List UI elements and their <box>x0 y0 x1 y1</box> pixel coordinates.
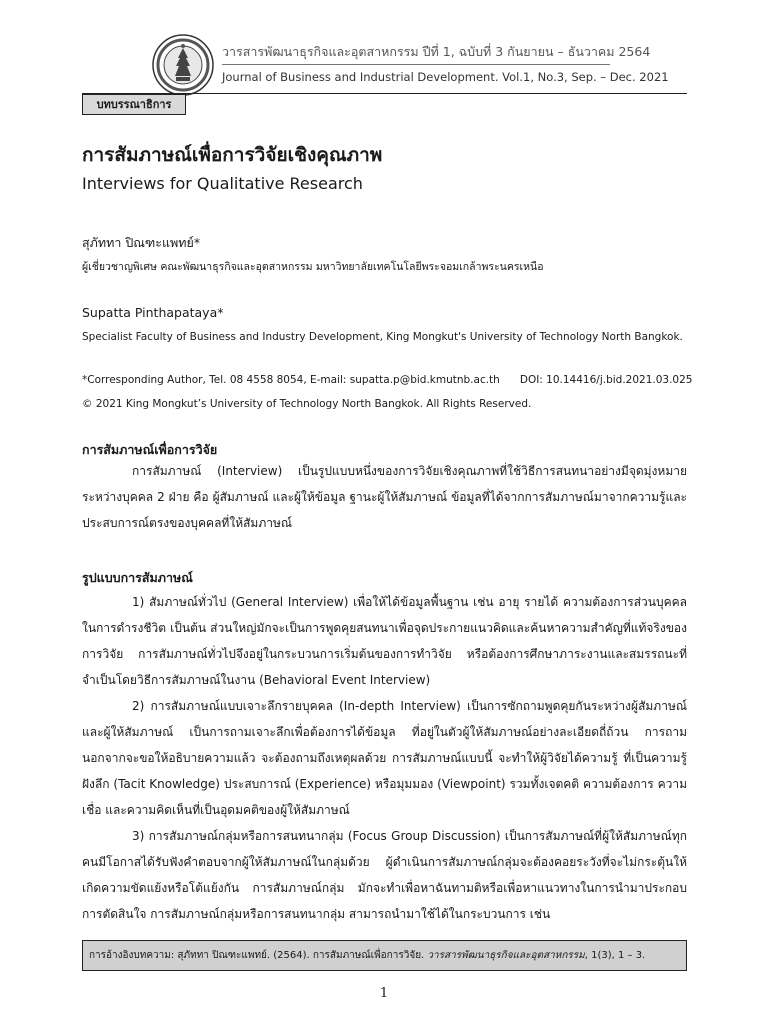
citation-box <box>82 940 687 971</box>
paragraph-intro-text: การสัมภาษณ์ (Interview) เป็นรูปแบบหนึ่งของการวิจัยเชิงคุณภาพที่ใช้วิธีการสนทนาอย่างมีจุดมุ่งหมายระหว่างบุคคล 2 ฝ่าย คือ ผู้สัมภาษณ์ และผู้ให้ข้อมูล ฐานะผู้ให้สัมภาษณ์ ข้อมูลที่ได้จากการสัมภาษณ์มาจากความรู้และประสบการณ์ตรงของบุคคลที่ให้สัมภาษณ์ <box>82 464 687 530</box>
university-seal-logo <box>152 34 214 96</box>
author-name-thai: สุภัททา ปิณฑะแพทย์* <box>82 235 201 250</box>
list-item-text: 1) สัมภาษณ์ทั่วไป (General Interview) เพื่อให้ได้ข้อมูลพื้นฐาน เช่น อายุ รายได้ ความต้องการส่วนบุคคลในการดำรงชีวิต เป็นต้น ส่วนใหญ่มักจะเป็นการพูดคุยสนทนาเพื่อจุดประกายแนวคิดและค้นหาความสำคัญที่แท้จริงของการวิจัย การสัมภาษณ์ทั่วไปจึงอยู่ในกระบวนการเริ่มต้นของการทำวิจัย หรือต้องการศึกษาภาระงานและสมรรถนะที่จำเป็นโดยวิธีการสัมภาษณ์ในงาน (Behavioral Event Interview) <box>82 595 687 687</box>
citation-suffix: , 1(3), 1 – 3. <box>584 950 646 961</box>
author-name-english: Supatta Pinthapataya* <box>82 305 224 320</box>
citation-prefix: การอ้างอิงบทความ: สุภัททา ปิณฑะแพทย์. (2564). การสัมภาษณ์เพื่อการวิจัย. <box>89 950 428 961</box>
section-heading-interview: การสัมภาษณ์เพื่อการวิจัย <box>82 442 218 457</box>
section-heading-types: รูปแบบการสัมภาษณ์ <box>82 570 193 585</box>
journal-title-thai: วารสารพัฒนาธุรกิจและอุตสาหกรรม ปีที่ 1, ฉบับที่ 3 กันยายน – ธันวาคม 2564 <box>222 44 651 59</box>
citation-journal: วารสารพัฒนาธุรกิจและอุตสาหกรรม <box>427 950 585 961</box>
paragraph-intro <box>82 458 687 536</box>
copyright-notice: © 2021 King Mongkut’s University of Technology North Bangkok. All Rights Reserved. <box>82 398 532 410</box>
journal-title-english: Journal of Business and Industrial Development. Vol.1, No.3, Sep. – Dec. 2021 <box>222 70 669 84</box>
affiliation-thai: ผู้เชี่ยวชาญพิเศษ คณะพัฒนาธุรกิจและอุตสาหกรรม มหาวิทยาลัยเทคโนโลยีพระจอมเกล้าพระนครเหนือ <box>82 261 544 273</box>
corresponding-author: *Corresponding Author, Tel. 08 4558 8054, E-mail: supatta.p@bid.kmutnb.ac.th DOI: 10.14416/j.bid.2021.03.025 <box>82 374 693 386</box>
header-divider <box>222 64 610 65</box>
page-number: 1 <box>379 986 389 1001</box>
affiliation-english: Specialist Faculty of Business and Industry Development, King Mongkut's University of Technology North Bangkok. <box>82 331 683 343</box>
list-item-focus-group <box>82 823 687 927</box>
list-item-text: 2) การสัมภาษณ์แบบเจาะลึกรายบุคคล (In-depth Interview) เป็นการซักถามพูดคุยกันระหว่างผู้สัมภาษณ์และผู้ให้สัมภาษณ์ เป็นการถามเจาะลึกเพื่อต้องการได้ข้อมูล ที่อยู่ในตัวผู้ให้สัมภาษณ์อย่างละเอียดถี่ถ้วน การถามนอกจากจะขอให้อธิบายความแล้ว จะต้องถามถึงเหตุผลด้วย การสัมภาษณ์แบบนี้ จะทำให้ผู้วิจัยได้ความรู้ ที่เป็นความรู้ฝังลึก (Tacit Knowledge) ประสบการณ์ (Experience) หรือมุมมอง (Viewpoint) รวมทั้งเจตคติ ความต้องการ ความเชื่อ และความคิดเห็นที่เป็นอุดมคติของผู้ให้สัมภาษณ์ <box>82 699 687 817</box>
section-label: บทบรรณาธิการ <box>82 94 186 115</box>
article-title-thai: การสัมภาษณ์เพื่อการวิจัยเชิงคุณภาพ <box>82 144 383 166</box>
article-title-english: Interviews for Qualitative Research <box>82 174 363 193</box>
list-item-general-interview <box>82 589 687 693</box>
list-item-in-depth-interview <box>82 693 687 823</box>
list-item-text: 3) การสัมภาษณ์กลุ่มหรือการสนทนากลุ่ม (Focus Group Discussion) เป็นการสัมภาษณ์ที่ผู้ให้สัมภาษณ์ทุกคนมีโอกาสได้รับฟังคำตอบจากผู้ให้สัมภาษณ์ในกลุ่มด้วย ผู้ดำเนินการสัมภาษณ์กลุ่มจะต้องคอยระวังที่จะไม่กระตุ้นให้เกิดความขัดแย้งหรือโต้แย้งกัน การสัมภาษณ์กลุ่ม มักจะทำเพื่อหาฉันทามติหรือเพื่อหาแนวทางในการนำมาประกอบการตัดสินใจ การสัมภาษณ์กลุ่มหรือการสนทนากลุ่ม สามารถนำมาใช้ได้ในกระบวนการ เช่น <box>82 829 687 921</box>
